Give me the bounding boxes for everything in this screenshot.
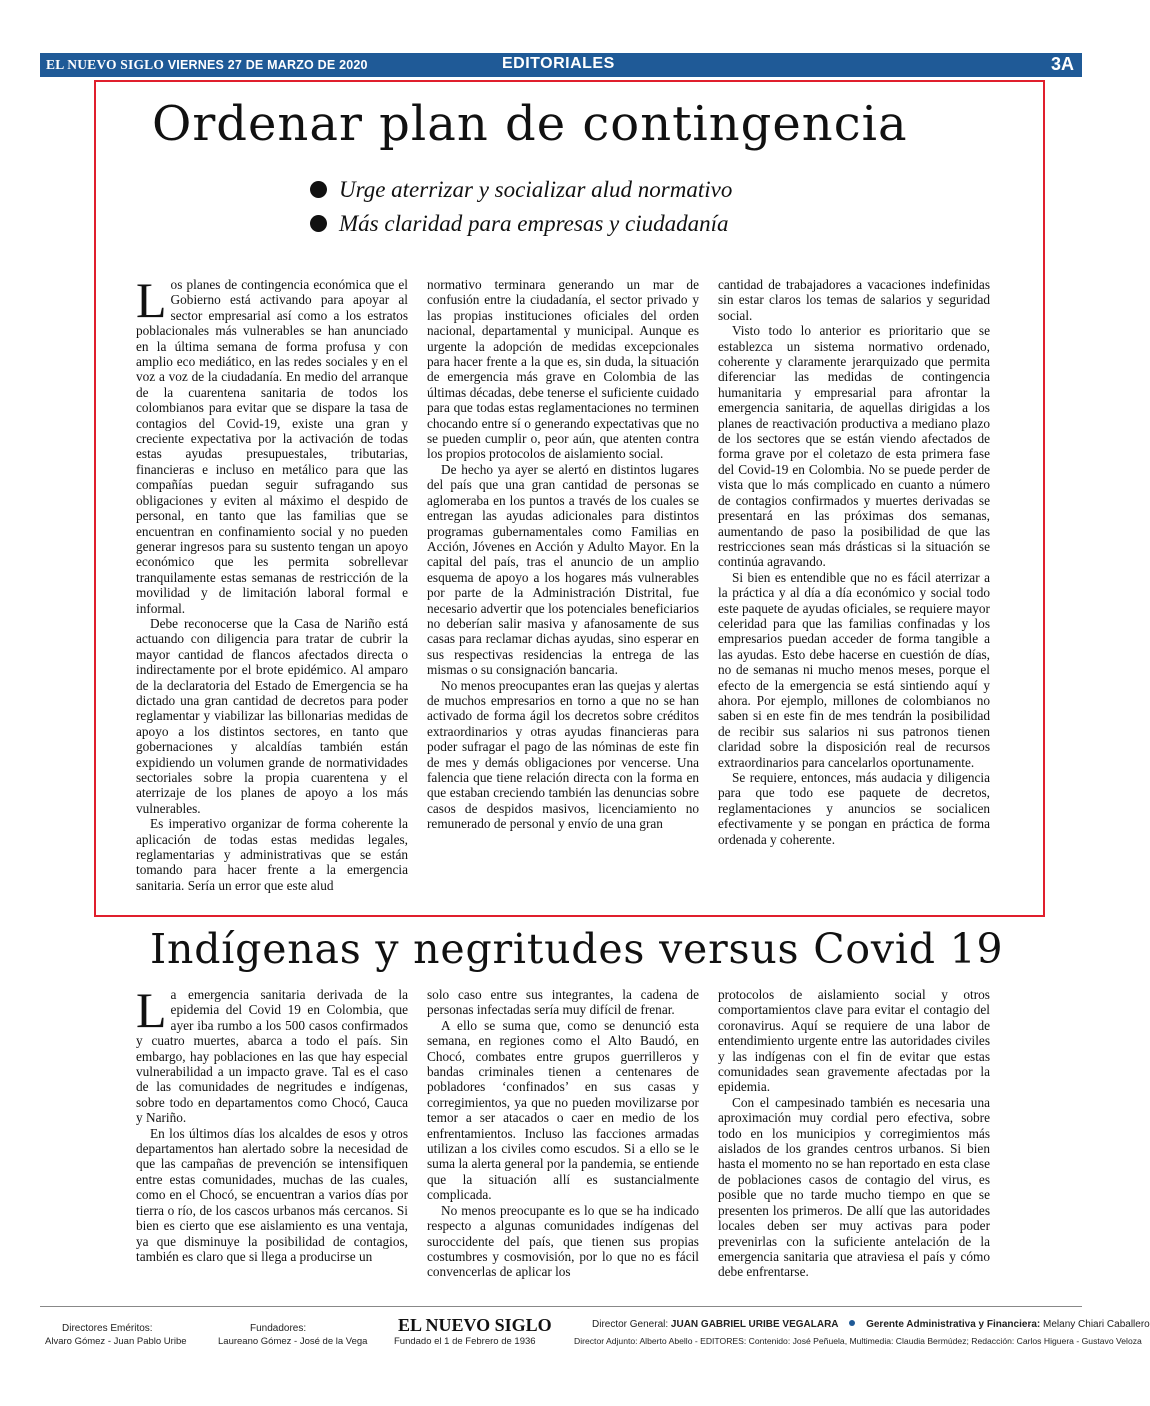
editorial1-title: Ordenar plan de contingencia [152, 96, 908, 152]
paragraph-text: os planes de contingencia económica que el Gobierno está activando para apoyar al sector empresarial así como a los estratos poblacionales más vulnerables se han anunciado en la última semana de forma profusa y con amplio eco mediático, en las redes sociales y en el voz a voz de la ciudadanía. En medio del arranque de la cuarentena sanitaria de todos los colombianos para evitar que se dispare la tasa de contagios del Covid-19, existe una gran y creciente expectativa por la activación de todas estas ayudas presupuestales, tributarias, financieras e incluso en metálico para que las compañías puedan seguir sufragando sus obligaciones y eviten al máximo el despido de personal, en tanto que las familias que se encuentran en confinamiento social y no pueden generar ingresos para su sustento tengan un apoyo económico que les permita sobrellevar tranquilamente estas semanas de restricción de la movilidad y de limitación laboral formal e informal. [136, 277, 408, 616]
footer-directors-names: Alvaro Gómez - Juan Pablo Uribe [45, 1336, 187, 1347]
paragraph: En los últimos días los alcaldes de esos y otros departamentos han alertado sobre la necesidad de que las campañas de prevención se intensifiquen entre estas comunidades, muchas de las cuales, como en el Chocó, se encuentran a varios días por tierra o río, de los cascos urbanos más cercanos. Si bien es cierto que ese aislamiento es una ventaja, ya que disminuye la posibilidad de contagios, también es claro que si llega a producirse un [136, 1125, 408, 1264]
footer-founded-date: Fundado el 1 de Febrero de 1936 [394, 1336, 536, 1347]
footer-logo: EL NUEVO SIGLO [398, 1315, 552, 1335]
footer-founders-label: Fundadores: [250, 1323, 307, 1334]
footer-management [592, 1319, 1150, 1330]
paragraph: No menos preocupantes eran las quejas y alertas de muchos empresarios en torno a que no se han activado de forma ágil los decretos sobre créditos extraordinarios y otras ayudas financieras para poder sufragar el pago de las nóminas de este fin de mes y demás obligaciones por vencerse. Una falencia que tiene relación directa con la forma en que estaban creciendo también las denuncias sobre casos de despidos masivos, licenciamiento no remunerado de personal y envío de una gran [427, 677, 699, 832]
editorial2-title: Indígenas y negritudes versus Covid 19 [150, 925, 1004, 973]
paragraph: protocolos de aislamiento social y otros comportamientos clave para evitar el contagio del coronavirus. Aquí se requiere de una labor de entendimiento urgente entre las autoridades civiles y las indígenas con el fin de evitar que estas comunidades sean gravemente afectadas por la epidemia. [718, 987, 990, 1095]
bullet-icon [310, 215, 327, 232]
editorial1-column-2 [427, 277, 699, 832]
editorial2-column-1 [136, 982, 408, 1264]
paragraph [136, 982, 408, 1126]
paragraph: solo caso entre sus integrantes, la cadena de personas infectadas sería muy difícil de frenar. [427, 987, 699, 1018]
editorial1-column-3 [718, 277, 990, 847]
footer-manager-label: Gerente Administrativa y Financiera: [866, 1319, 1041, 1330]
footer-manager: Melany Chiari Caballero [1043, 1319, 1150, 1330]
paragraph [136, 272, 408, 616]
drop-cap: L [136, 982, 167, 1038]
paragraph: Visto todo lo anterior es prioritario que se establezca un sistema normativo ordenado, coherente y claramente jerarquizado que permita diferenciar las medidas de contingencia humanitaria y empresarial para afrontar la emergencia sanitaria, de aquellas dirigidas a los planes de reactivación productiva a mediano plazo de los sectores que se están viendo afectados de forma grave por el coletazo de esta primera fase del Covid-19 en Colombia. No se puede perder de vista que lo más complicado en cuanto a número de contagios confirmados y muertes derivadas se presentará en las próximas dos semanas, aumentando de paso la posibilidad de que las restricciones sean más drásticas si la situación se continúa agravando. [718, 323, 990, 570]
paragraph: normativo terminara generando un mar de confusión entre la ciudadanía, el sector privado y las propias instituciones oficiales del orden nacional, departamental y municipal. Aunque es urgente la adopción de medidas excepcionales para hacer frente a la que es, sin duda, la situación de emergencia más grave en Colombia de las últimas décadas, debe tenerse el suficiente cuidado para que todas estas reglamentaciones no terminen chocando entre sí o generando expectativas que no se pueden cumplir o, peor aún, que atenten contra los propios protocolos de aislamiento social. [427, 277, 699, 462]
footer-staff: Director Adjunto: Alberto Abello - EDITORES: Contenido: José Peñuela, Multimedia: Claudia Bermúdez; Redacción: Carlos Higuera - Gustavo Veloza [574, 1336, 1142, 1346]
paragraph: cantidad de trabajadores a vacaciones indefinidas sin estar claros los temas de salarios y seguridad social. [718, 277, 990, 323]
paragraph: Se requiere, entonces, más audacia y diligencia para que todo ese paquete de decretos, reglamentaciones y anuncios se socialicen efectivamente y se pongan en práctica de forma ordenada y coherente. [718, 770, 990, 847]
editorial1-deck-line [310, 177, 732, 203]
separator-dot-icon [849, 1320, 855, 1326]
header-section: EDITORIALES [502, 55, 615, 72]
paragraph: A ello se suma que, como se denunció esta semana, en regiones como el Alto Baudó, en Chocó, combates entre grupos guerrilleros y bandas criminales tienen a centenares de pobladores ‘confinados’ en sus casas y corregimientos, ya que no pueden movilizarse por temor a ser atacados o caer en medio de los enfrentamientos. Incluso las facciones armadas utilizan a los civiles como escudos. Si a ello se le suma la alerta general por la pandemia, se entiende que la situación allí es sustancialmente complicada. [427, 1017, 699, 1203]
paragraph: Con el campesinado también es necesaria una aproximación muy cordial pero efectiva, sobre todo en los municipios y corregimientos más aislados de los grandes centros urbanos. Si bien hasta el momento no se han reportado en esta clase de poblaciones casos de contagio del virus, es posible que no tarde mucho tiempo en que se presenten los primeros. De allí que las autoridades locales deben ser muy activas para poder prevenirlas con la suficiente antelación de la emergencia sanitaria que atraviesa el país y cómo debe enfrentarse. [718, 1094, 990, 1280]
paragraph: No menos preocupante es lo que se ha indicado respecto a algunas comunidades indígenas del suroccidente del país, que tienen sus propias costumbres y cosmovisión, por lo que no es fácil convencerlas de aplicar los [427, 1202, 699, 1280]
header-masthead [46, 57, 368, 73]
footer-director-general: JUAN GABRIEL URIBE VEGALARA [670, 1319, 839, 1330]
bullet-icon [310, 181, 327, 198]
paragraph: Debe reconocerse que la Casa de Nariño está actuando con diligencia para tratar de cubrir la mayor cantidad de flancos afectados directa o indirectamente por el brote epidémico. Al amparo de la declaratoria del Estado de Emergencia se ha dictado una gran cantidad de decretos para poder reglamentar y viabilizar las billonarias medidas de apoyo a los distintos sectores, en tanto que gobernaciones y alcaldías también están expidiendo un volumen grande de normatividades sectoriales sobre la propia cuarentena y el aterrizaje de los planes de apoyo a los más vulnerables. [136, 615, 408, 816]
footer-founders-names: Laureano Gómez - José de la Vega [218, 1336, 368, 1347]
editorial1-deck-line [310, 211, 728, 237]
footer-divider [40, 1306, 1082, 1307]
footer-directors-label: Directores Eméritos: [62, 1323, 153, 1334]
editorial2-column-3 [718, 987, 990, 1280]
paragraph: Es imperativo organizar de forma coherente la aplicación de todas estas medidas legales, reglamentarias y administrativas que se están tomando para hacer frente a la emergencia sanitaria. Sería un error que este alud [136, 816, 408, 893]
footer-director-general-label: Director General: [592, 1319, 669, 1330]
deck-text: Urge aterrizar y socializar alud normativo [339, 177, 733, 202]
paragraph: Si bien es entendible que no es fácil aterrizar a la práctica y al día a día económico y social todo este paquete de ayudas oficiales, se requiere mayor celeridad para que las familias confinadas y los empresarios puedan acceder de forma tangible a las ayudas. Esto debe hacerse en cuestión de días, no de semanas ni mucho menos meses, porque el efecto de la emergencia se está sintiendo aquí y ahora. Por ejemplo, millones de colombianos no saben si en este fin de mes tendrán la posibilidad de recibir sus salarios ni sus patronos tienen claridad sobre la disposición real de recursos extraordinarios para cancelarlos oportunamente. [718, 569, 990, 770]
header-paper-name: EL NUEVO SIGLO [46, 57, 165, 72]
paragraph: De hecho ya ayer se alertó en distintos lugares del país que una gran cantidad de personas se aglomeraba en los puntos a través de los cuales se entregan las ayudas adicionales para distintos programas gubernamentales como Familias en Acción, Jóvenes en Acción y Adulto Mayor. En la capital del país, tras el anuncio de un amplio esquema de apoyo a los hogares más vulnerables por parte de la Administración Distrital, fue necesario advertir que los potenciales beneficiarios no deberían salir masiva y afanosamente de sus casas para reclamar dichas ayudas, sino esperar en sus respectivas residencias la entrega de las mismas o su consignación bancaria. [427, 461, 699, 678]
editorial2-column-2 [427, 987, 699, 1280]
header-date: VIERNES 27 DE MARZO DE 2020 [167, 58, 368, 72]
editorial1-column-1 [136, 272, 408, 893]
deck-text: Más claridad para empresas y ciudadanía [339, 211, 729, 236]
paragraph-text: a emergencia sanitaria derivada de la epidemia del Covid 19 en Colombia, que ayer iba rumbo a los 500 casos confirmados y cuatro muertes, abarca a todo el país. Sin embargo, hay poblaciones en las que hay especial vulnerabilidad a un impacto grave. Tal es el caso de las comunidades de negritudes e indígenas, sobre todo en departamentos como Chocó, Cauca y Nariño. [136, 987, 408, 1126]
header-bar [40, 53, 1082, 77]
header-page-number: 3A [1050, 54, 1074, 74]
drop-cap: L [136, 272, 167, 328]
